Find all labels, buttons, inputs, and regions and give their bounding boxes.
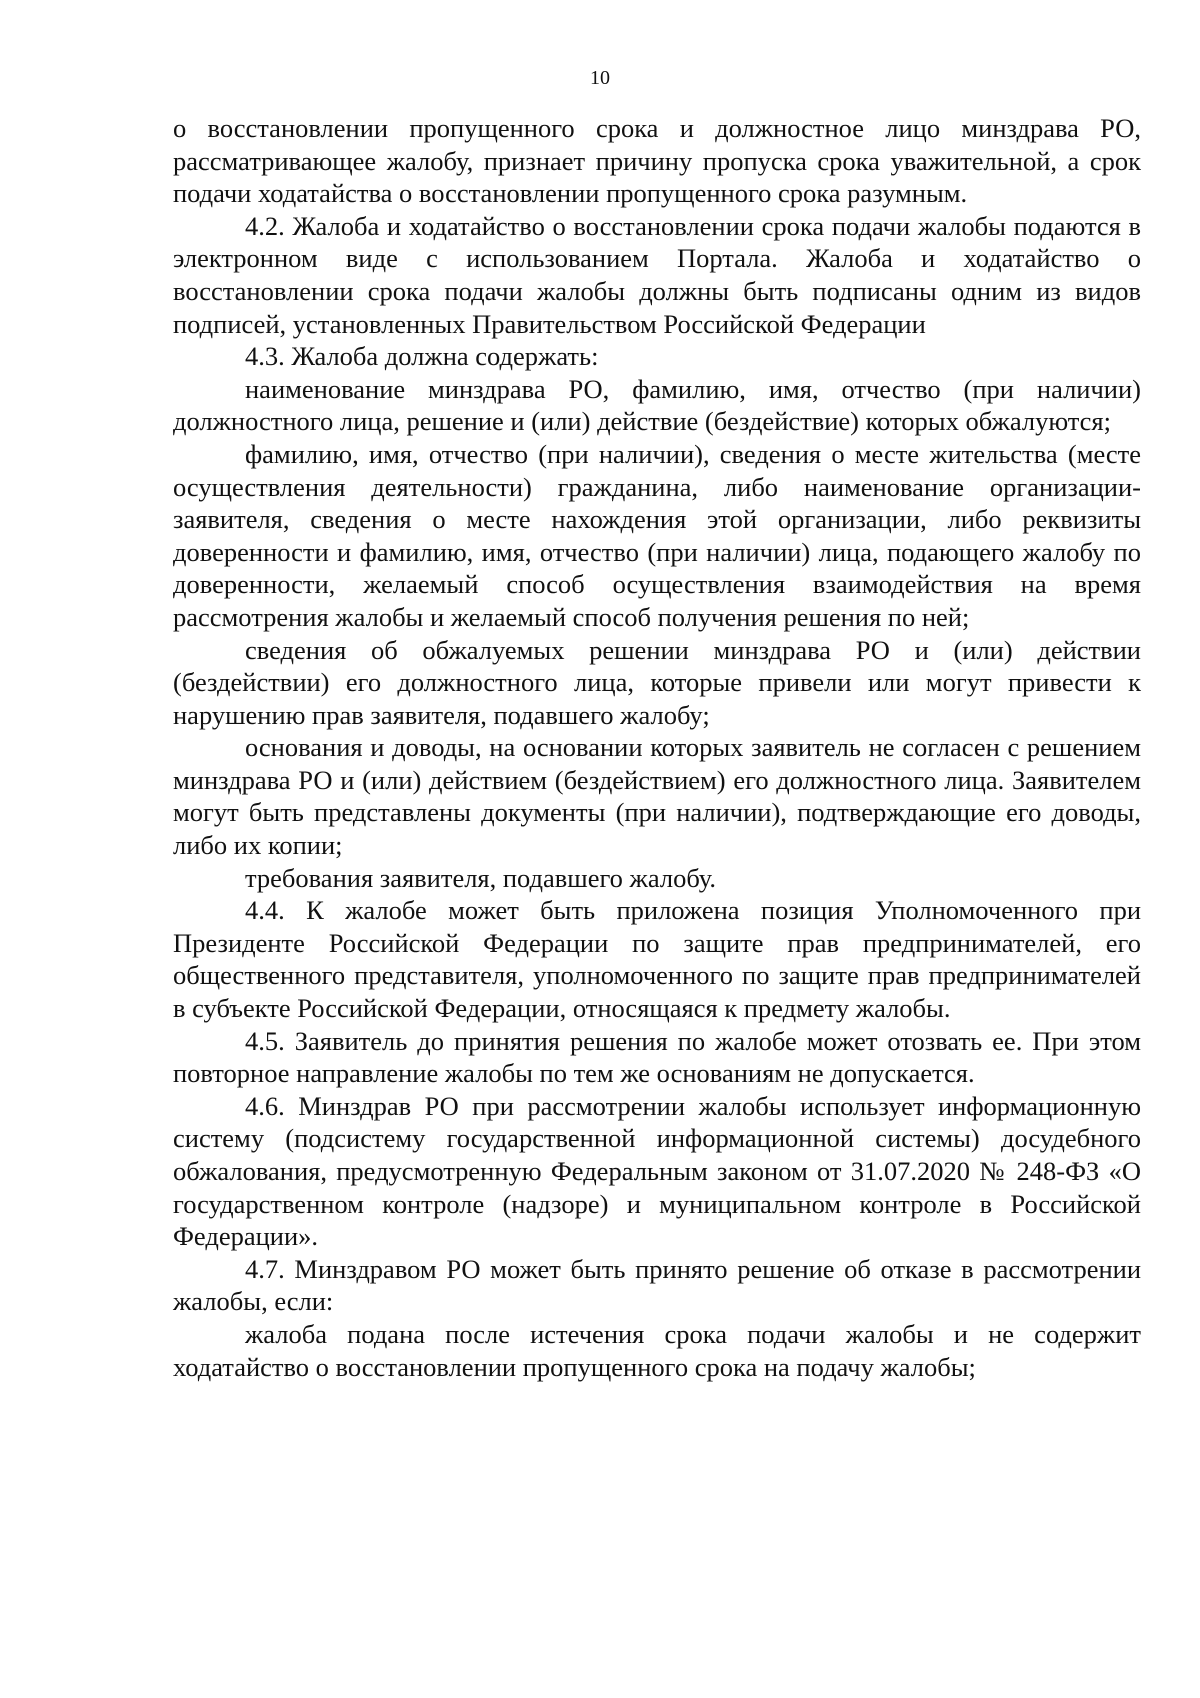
paragraph-4-2: 4.2. Жалоба и ходатайство о восстановлении срока подачи жалобы подаются в электронном виде с использованием Портала. Жалоба и ходатайство о восстановлении срока подачи жалобы должны быть подписаны одним из видов подписей, установленных Правительством Российской Федерации: [173, 210, 1141, 339]
paragraph-4-4: 4.4. К жалобе может быть приложена позиция Уполномоченного при Президенте Российской Федерации по защите прав предпринимателей, его общественного представителя, уполномоченного по защите прав предпринимателей в субъекте Российской Федерации, относящаяся к предмету жалобы.: [173, 895, 1141, 1024]
page-number: 10: [590, 67, 610, 89]
paragraph-4-7: 4.7. Минздравом РО может быть принято решение об отказе в рассмотрении жалобы, если:: [173, 1253, 1141, 1317]
paragraph-4-3: 4.3. Жалоба должна содержать:: [245, 341, 599, 372]
document-body: [173, 112, 1141, 1383]
paragraph-4-3-item-1: наименование минздрава РО, фамилию, имя, отчество (при наличии) должностного лица, решение и (или) действие (бездействие) которых обжалуются;: [173, 373, 1141, 437]
paragraph-continuation: о восстановлении пропущенного срока и должностное лицо минздрава РО, рассматривающее жалобу, признает причину пропуска срока уважительной, а срок подачи ходатайства о восстановлении пропущенного срока разумным.: [173, 113, 1141, 209]
paragraph-4-3-item-5: требования заявителя, подавшего жалобу.: [245, 862, 717, 893]
paragraph-4-3-item-3: сведения об обжалуемых решении минздрава РО и (или) действии (бездействии) его должностного лица, которые привели или могут привести к нарушению прав заявителя, подавшего жалобу;: [173, 634, 1141, 730]
paragraph-4-3-item-4: основания и доводы, на основании которых заявитель не согласен с решением минздрава РО и (или) действием (бездействием) его должностного лица. Заявителем могут быть представлены документы (при наличии), подтверждающие его доводы, либо их копии;: [173, 732, 1141, 861]
paragraph-4-6: 4.6. Минздрав РО при рассмотрении жалобы использует информационную систему (подсистему государственной информационной системы) досудебного обжалования, предусмотренную Федеральным законом от 31.07.2020 № 248-ФЗ «О государственном контроле (надзоре) и муниципальном контроле в Российской Федерации».: [173, 1090, 1141, 1252]
paragraph-4-3-item-2: фамилию, имя, отчество (при наличии), сведения о месте жительства (месте осуществления деятельности) гражданина, либо наименование организации-заявителя, сведения о месте нахождения этой организации, либо реквизиты доверенности и фамилию, имя, отчество (при наличии) лица, подающего жалобу по доверенности, желаемый способ осуществления взаимодействия на время рассмотрения жалобы и желаемый способ получения решения по ней;: [173, 438, 1141, 632]
paragraph-4-7-item-1: жалоба подана после истечения срока подачи жалобы и не содержит ходатайство о восстановлении пропущенного срока на подачу жалобы;: [173, 1318, 1141, 1382]
paragraph-4-5: 4.5. Заявитель до принятия решения по жалобе может отозвать ее. При этом повторное направление жалобы по тем же основаниям не допускается.: [173, 1025, 1141, 1089]
